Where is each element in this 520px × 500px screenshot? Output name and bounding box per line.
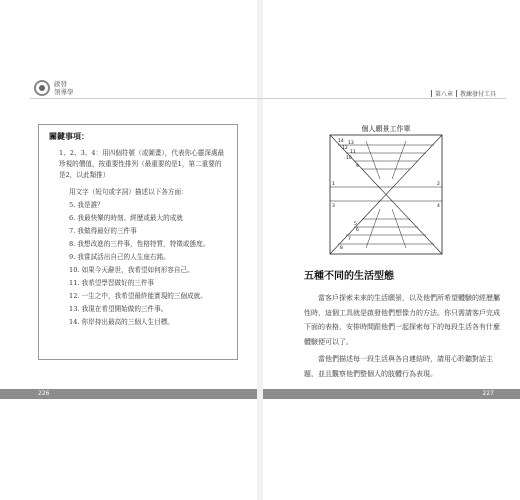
notes-item: 9. 我嘗試活出自己的人生座右銘。 — [69, 253, 170, 261]
ladder-line — [366, 141, 380, 179]
worksheet-label: 3 — [332, 204, 335, 209]
worksheet-svg — [328, 123, 444, 256]
worksheet-label: 2 — [437, 182, 440, 187]
notes-item: 6. 我最快樂的時刻、經歷或最大的成就 — [69, 214, 183, 222]
notes-item: 13. 我現在希望開始做的三件事。 — [69, 305, 168, 313]
worksheet-label: 6 — [356, 228, 359, 233]
notes-item: 14. 你岸持出最高的三個人生目標。 — [69, 318, 174, 326]
chapter-divider — [456, 90, 457, 97]
notes-item: 10. 如果今天辭世，我希望如何形容自己。 — [69, 266, 194, 274]
header-rule-right — [277, 98, 496, 99]
notes-list — [49, 200, 227, 328]
chapter-title: 教練發付工具 — [459, 91, 496, 98]
footer-bar-right — [263, 389, 520, 399]
worksheet-label: 7 — [348, 237, 351, 242]
worksheet-label: 4 — [437, 204, 440, 209]
worksheet-title: 個人願景工作單 — [361, 125, 411, 133]
brand-text — [54, 80, 74, 96]
notes-intro: 1、2、3、4：用四個符號（或圖畫），代表你心靈深處最珍視的價值，按重要性排列（最重要的是1，第二重要的是2，以此類推） — [59, 149, 225, 179]
book-brand — [34, 80, 74, 96]
worksheet-label: 8 — [340, 246, 343, 251]
body-paragraph — [304, 291, 504, 349]
body-paragraph — [304, 352, 504, 381]
ladder-line — [392, 209, 406, 248]
notes-item: 12. 一生之中，我希望最終能實現的三個成就。 — [69, 292, 207, 300]
worksheet-label: 13 — [348, 141, 354, 146]
worksheet-label: 14 — [338, 139, 344, 144]
ladder-line — [392, 141, 406, 179]
chapter-number: 第八章 — [434, 91, 453, 98]
paragraph-text: 當他們描述每一段生活與各自連結時，請用心聆聽對話主題，並且觀察他們整個人的肢體行為表現。 — [304, 355, 493, 378]
key-notes-box — [38, 124, 238, 360]
notes-item: 5. 我是誰？ — [69, 201, 104, 209]
worksheet-label: 9 — [356, 164, 359, 169]
worksheet-label: 5 — [354, 222, 357, 227]
paragraph-text: 當客戶探索未來的生活願景，以及他們所希望體驗的經歷屬性時，這個工具就是啟發他們想像力的方法。你只需請客戶完成下面的表格，安排時間跟他們一起探索每下的每段生活各有什麼體驗便可以了。 — [304, 294, 500, 346]
notes-lead: 用文字（短句或字詞）描述以下各方面： — [69, 188, 188, 196]
notes-item: 7. 我做得最好的三件事 — [69, 227, 137, 235]
brand-line-1: 啟發 — [54, 80, 67, 88]
chapter-header — [431, 89, 496, 98]
worksheet-label: 1 — [332, 182, 335, 187]
vision-worksheet-diagram — [328, 123, 444, 256]
brand-logo-icon — [34, 80, 50, 96]
worksheet-label: 10 — [346, 156, 352, 161]
page-number-right: 227 — [482, 390, 494, 397]
worksheet-label: 11 — [350, 150, 356, 155]
ladder-line — [366, 209, 380, 248]
notes-item: 11. 我希望學習做好的三件事 — [69, 279, 155, 287]
chapter-divider — [431, 90, 432, 97]
notes-item: 8. 我想改進的三件事，性格特質，特徵或態度。 — [69, 240, 210, 248]
page-number-left: 226 — [38, 390, 50, 397]
notes-title: 關鍵事項： — [49, 132, 89, 141]
worksheet-label: 12 — [342, 146, 348, 151]
brand-line-2: 領導學 — [54, 88, 74, 96]
section-title: 五種不同的生活型態 — [304, 271, 394, 282]
